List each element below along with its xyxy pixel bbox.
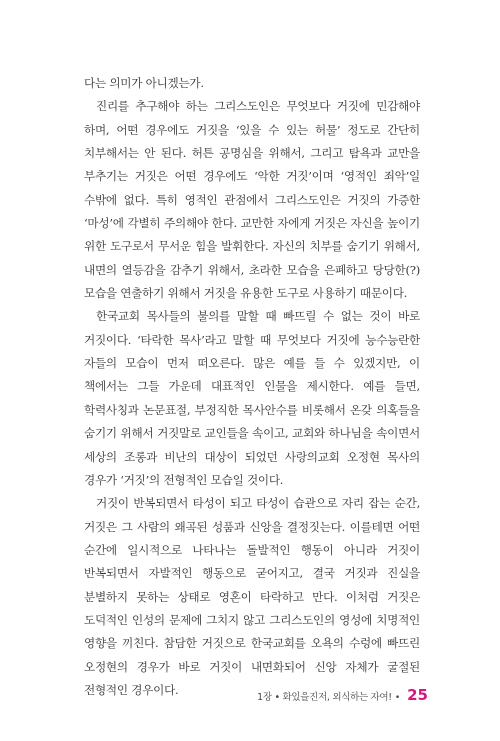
paragraph-continuation: 다는 의미가 아니겠는가.: [84, 76, 204, 90]
paragraph-habit-of-lying: 거짓이 반복되면서 타성이 되고 타성이 습관으로 자리 잡는 순간, 거짓은 그 사람의 왜곡된 성품과 신앙을 결정짓는다. 이를테면 어떤 순간에 일시적으로 나타나는 돌발적인 행동이 아니라 거짓이 반복되면서 자발적인 행동으로 굳어지고, 결국 거짓과 진실을 분별하지 못하는 상태로 영혼이 타락하고 만다. 이처럼 거짓은 도덕적인 인성의 문제에 그치지 않고 그리스도인의 영성에 치명적인 영향을 끼친다. 참담한 거짓으로 한국교회를 오욕의 수렁에 빠뜨린 오정현의 경우가 바로 거짓이 내면화되어 신앙 자체가 굴절된 전형적인 경우이다.: [84, 496, 420, 697]
running-head: 1장 • 화있을진저, 외식하는 자여!: [257, 692, 392, 703]
paragraph-truth-and-lies: 진리를 추구해야 하는 그리스도인은 무엇보다 거짓에 민감해야 하며, 어떤 경우에도 거짓을 ‘있을 수 있는 허물’ 정도로 간단히 치부해서는 안 된다. 허튼 공명심을 위해서, 그리고 탐욕과 교만을 부추기는 거짓은 어떤 경우에도 ‘악한 거짓’이며 ‘영적인 죄악’일 수밖에 없다. 특히 영적인 관점에서 그리스도인은 거짓의 가증한 ‘마성’에 각별히 주의해야 한다. 교만한 자에게 거짓은 자신을 높이기 위한 도구로서 무서운 힘을 발휘한다. 자신의 치부를 숨기기 위해서, 내면의 열등감을 감추기 위해서, 초라한 모습을 은폐하고 당당한(?) 모습을 연출하기 위해서 거짓을 유용한 도구로 사용하기 때문이다.: [84, 99, 420, 301]
body-text: [84, 72, 420, 702]
page-footer: [257, 686, 428, 704]
paragraph-korean-church-pastors: 한국교회 목사들의 불의를 말할 때 빠뜨릴 수 없는 것이 바로 거짓이다. ‘타락한 목사’라고 말할 때 무엇보다 거짓에 능수능란한 자들의 모습이 먼저 떠오른다. 많은 예를 들 수 있겠지만, 이 책에서는 그들 가운데 대표적인 인물을 제시한다. 예를 들면, 학력사칭과 논문표절, 부정직한 목사안수를 비롯해서 온갖 의혹들을 숨기기 위해서 거짓말로 교인들을 속이고, 교회와 하나님을 속이면서 세상의 조롱과 비난의 대상이 되었던 사랑의교회 오정현 목사의 경우가 ‘거짓’의 전형적인 모습일 것이다.: [84, 309, 420, 487]
footer-separator: •: [394, 693, 401, 703]
page-number: 25: [407, 686, 428, 704]
